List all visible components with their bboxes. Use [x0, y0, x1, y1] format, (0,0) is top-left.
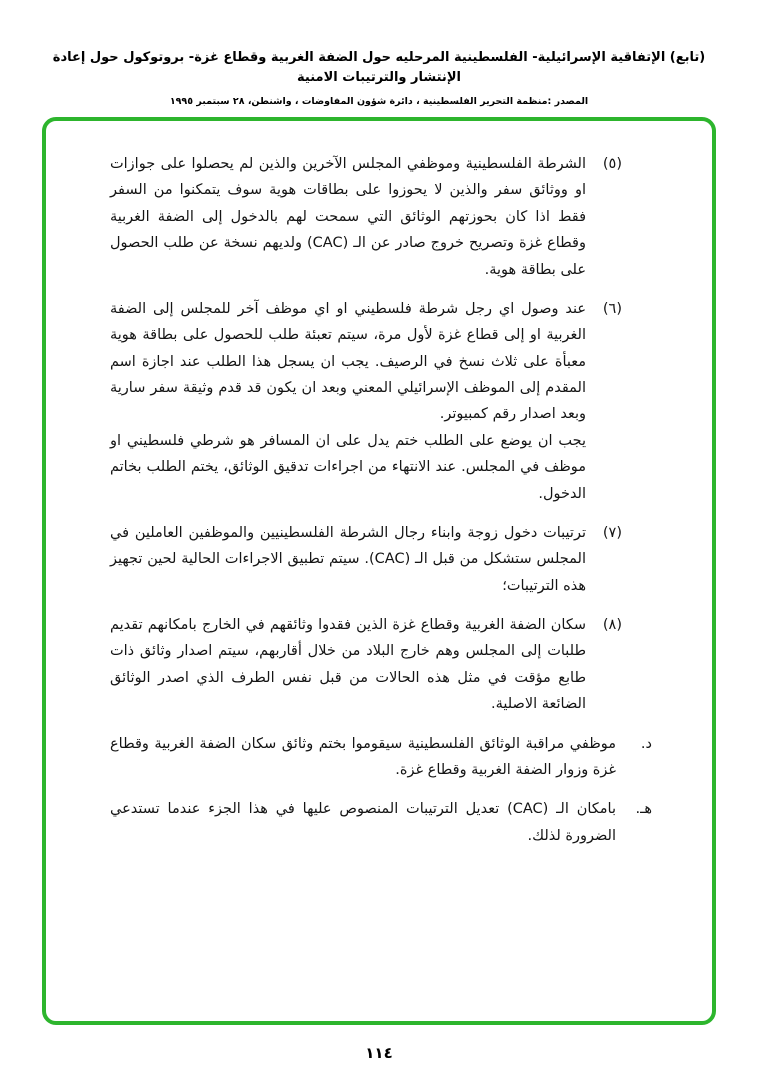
- content-border-box: [42, 117, 716, 1025]
- item-marker-7: (٧): [602, 524, 622, 541]
- document-title: (تابع) الإتفاقية الإسرائيلية- الفلسطينية المرحليه حول الضفة الغربية وقطاع غزة- بروتوكول حول إعادة الإنتشار والترتيبات الامنية: [52, 50, 706, 85]
- item-paragraph: سكان الضفة الغربية وقطاع غزة الذين فقدوا وثائقهم في الخارج بامكانهم تقديم طلبات إلى المجلس وهم خارج البلاد من خلال أقاربهم، سيتم اصدار وثائق ذات طابع مؤقت في مثل هذه الحالات من قبل نفس الطرف الذي اصدر الوثائق الضائعة الاصلية.: [110, 617, 586, 713]
- item-text-d: [110, 731, 616, 784]
- list-item-d: [110, 731, 652, 784]
- item-text-7: [110, 520, 586, 599]
- item-marker-d: د.: [640, 735, 652, 752]
- item-text-5: [110, 151, 586, 283]
- item-paragraph: عند وصول اي رجل شرطة فلسطيني او اي موظف آخر للمجلس إلى الضفة الغربية او إلى قطاع غزة لأول مرة، سيتم تعبئة طلب للحصول على بطاقة هوية معبأة على ثلاث نسخ في الرصيف. يجب ان يسجل هذا الطلب عند اجازة اسم المقدم إلى الموظف الإسرائيلي المعني وبعد ان يكون قد قدم وثيقة سفر سارية وبعد اصدار رقم كمبيوتر.: [110, 300, 586, 423]
- item-paragraph: يجب ان يوضع على الطلب ختم يدل على ان المسافر هو شرطي فلسطيني او موظف في المجلس. عند الانتهاء من اجراءات تدقيق الوثائق، يختم الطلب بخاتم الدخول.: [110, 432, 586, 502]
- item-paragraph: موظفي مراقبة الوثائق الفلسطينية سيقوموا بختم وثائق سكان الضفة الغربية وقطاع غزة وزوار الضفة الغربية وقطاع غزة.: [110, 735, 616, 778]
- item-marker-5: (٥): [602, 156, 622, 172]
- list-item-h: [110, 796, 652, 849]
- item-marker-h: هـ.: [635, 801, 652, 818]
- list-item-6: [110, 296, 622, 507]
- list-item-5: [110, 151, 622, 283]
- document-source-line: المصدر :منظمة التحرير الفلسطينية ، دائرة شؤون المفاوضات ، واشنطن، ٢٨ سبتمبر ١٩٩٥: [169, 96, 589, 107]
- item-marker-6: (٦): [602, 300, 622, 317]
- list-item-7: [110, 520, 622, 599]
- document-header: [0, 0, 758, 107]
- document-body: [46, 121, 712, 849]
- item-marker-8: (٨): [602, 617, 622, 633]
- item-text-h: [110, 796, 616, 849]
- item-text-8: [110, 612, 586, 718]
- item-paragraph: بامكان الـ (CAC) تعديل الترتيبات المنصوص عليها في هذا الجزء عندما تستدعي الضرورة لذلك.: [110, 801, 616, 844]
- list-item-8: [110, 612, 622, 718]
- item-paragraph: ترتيبات دخول زوجة وابناء رجال الشرطة الفلسطينيين والموظفين العاملين في المجلس ستشكل من قبل الـ (CAC). سيتم تطبيق الاجراءات الحالية لحين تجهيز هذه الترتيبات؛: [110, 524, 586, 594]
- item-text-6: [110, 296, 586, 507]
- item-paragraph: الشرطة الفلسطينية وموظفي المجلس الآخرين والذين لم يحصلوا على جوازات او ووثائق سفر والذين لا يحوزوا على بطاقات هوية سوف يتمكنوا من السفر فقط اذا كان بحوزتهم الوثائق التي سمحت لهم بالدخول إلى الضفة الغربية وقطاع غزة وتصريح خروج صادر عن الـ (CAC) ولديهم نسخة عن طلب الحصول على بطاقة هوية.: [110, 156, 586, 278]
- page-number: ١١٤: [365, 1044, 393, 1062]
- page-footer: [0, 1043, 758, 1062]
